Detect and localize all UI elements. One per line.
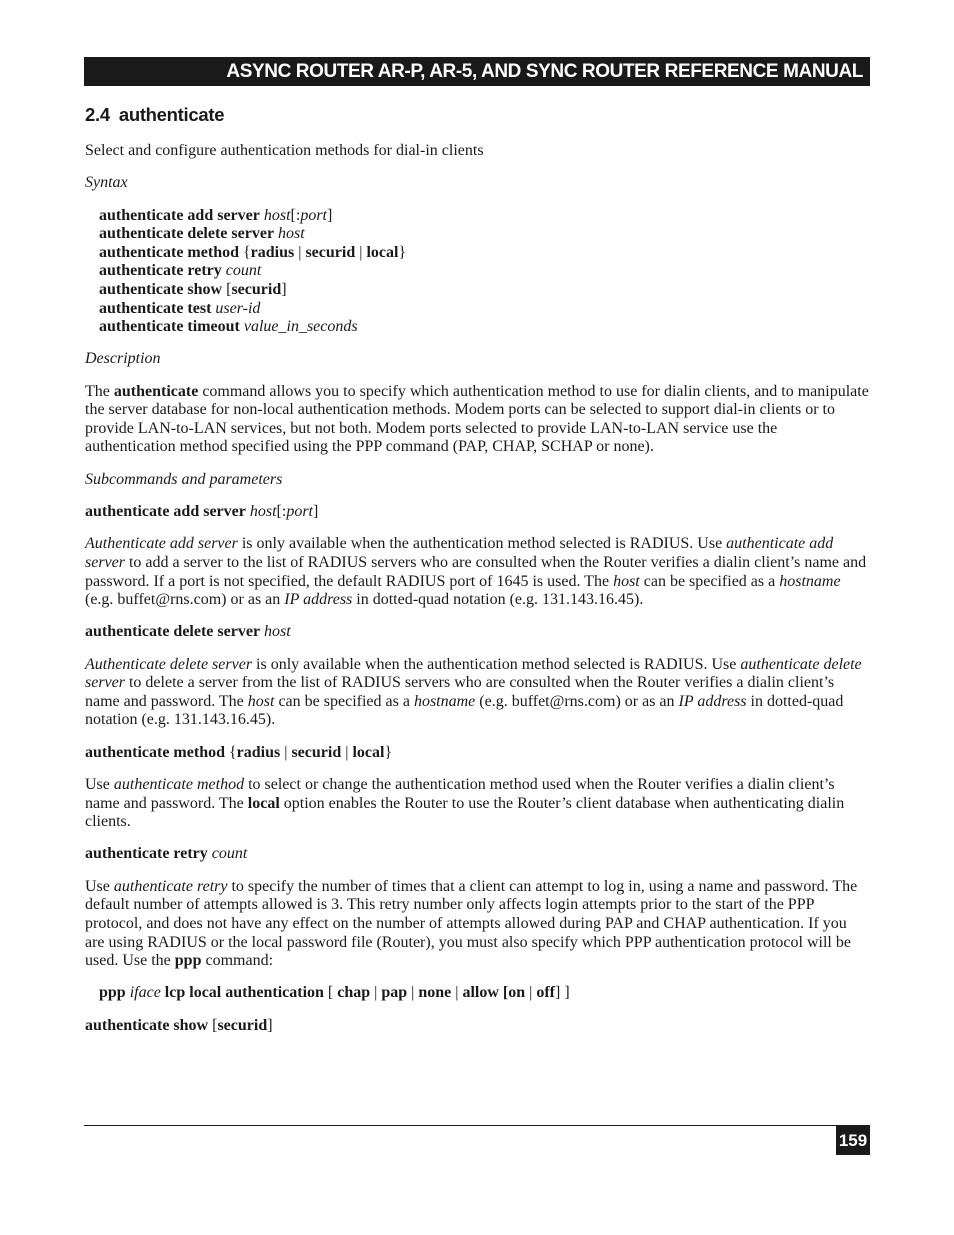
description-text: The authenticate command allows you to specify which authentication method to use for dialin clients, and to manipulate the server database for non-local authentication methods. Modem ports can be selected to support dial-in clients or to provide LAN-to-LAN services, but not both. Modem ports selected to provide LAN-to-LAN service use the authentication method specified using the PPP command (PAP, CHAP, SCHAP or none). <box>85 382 869 456</box>
syntax-delete-server: authenticate delete server host <box>99 225 305 243</box>
method-heading: authenticate method {radius | securid | local} <box>85 743 393 761</box>
syntax-add-server: authenticate add server host[:port] <box>99 206 333 224</box>
page-number: 159 <box>836 1126 870 1155</box>
syntax-test: authenticate test user-id <box>99 299 261 317</box>
intro-text: Select and configure authentication methods for dial-in clients <box>85 142 484 159</box>
syntax-block <box>99 207 869 337</box>
syntax-show: authenticate show [securid] <box>99 280 287 298</box>
retry-text: Use authenticate retry to specify the number of times that a client can attempt to log in, using a name and password. The default number of attempts allowed is 3. This retry number only affects login attempts prior to the start of the PPP protocol, and does not have any effect on the number of attempts allowed during PAP and CHAP authentication. If you are using RADIUS or the local password file (Router), you must also specify which PPP authentication protocol will be used. Use the ppp command: <box>85 877 858 970</box>
section-number: 2.4 <box>85 104 110 125</box>
syntax-timeout: authenticate timeout value_in_seconds <box>99 318 358 336</box>
subcommands-label: Subcommands and parameters <box>85 470 283 488</box>
add-server-text: Authenticate add server is only available when the authentication method selected is RADIUS. Use authenticate add server to add a server to the list of RADIUS servers who are consulted when the Router verifies a dialin client’s name and password. If a port is not specified, the default RADIUS port of 1645 is used. The host can be specified as a hostname (e.g. buffet@rns.com) or as an IP address in dotted-quad notation (e.g. 131.143.16.45). <box>85 535 867 609</box>
method-text: Use authenticate method to select or change the authentication method used when the Router verifies a dialin client’s name and password. The local option enables the Router to use the Router’s client database when authenticating dialin clients. <box>85 776 845 831</box>
delete-server-heading: authenticate delete server host <box>85 623 291 641</box>
add-server-heading: authenticate add server host[:port] <box>85 503 319 521</box>
page-body <box>85 142 869 1049</box>
running-header <box>84 57 870 86</box>
section-heading <box>85 104 224 126</box>
ppp-command: ppp iface lcp local authentication [ chap | pap | none | allow [on | off] ] <box>99 984 570 1002</box>
syntax-label: Syntax <box>85 174 128 192</box>
syntax-retry: authenticate retry count <box>99 262 262 280</box>
retry-heading: authenticate retry count <box>85 845 248 863</box>
show-heading: authenticate show [securid] <box>85 1016 273 1034</box>
description-label: Description <box>85 350 161 368</box>
syntax-method: authenticate method {radius | securid | local} <box>99 243 407 261</box>
running-header-title: ASYNC ROUTER AR-P, AR-5, AND SYNC ROUTER REFERENCE MANUAL <box>226 61 863 82</box>
footer-rule <box>84 1125 870 1126</box>
section-title: authenticate <box>118 104 225 125</box>
delete-server-text: Authenticate delete server is only available when the authentication method selected is RADIUS. Use authenticate delete server to delete a server from the list of RADIUS servers who are consulted when the Router verifies a dialin client’s name and password. The host can be specified as a hostname (e.g. buffet@rns.com) or as an IP address in dotted-quad notation (e.g. 131.143.16.45). <box>85 655 862 729</box>
